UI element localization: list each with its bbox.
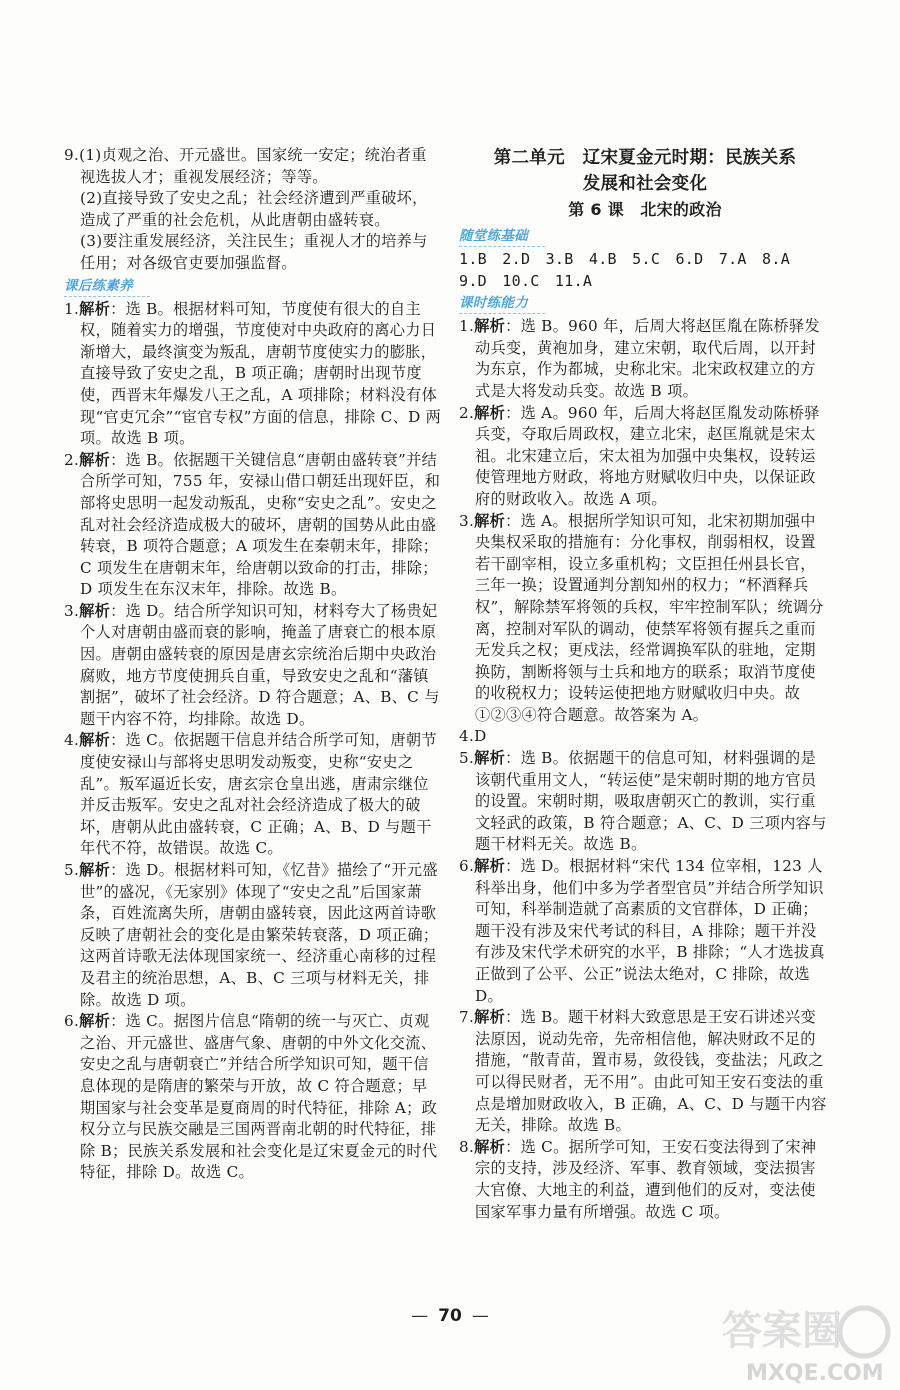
answer-item: 5.解析：选 D。根据材料可知，《忆昔》描绘了“开元盛世”的盛况，《无家别》体现了“安史之乱”后国家萧条，百姓流离失所，唐朝由盛转衰，因此这两首诗歌反映了唐朝社会的变化是由繁荣转衰落，D 项正确；这两首诗歌无法体现国家统一、经济重心南移的过程及君主的统治思想，A、B、C 三项与材料无关，排除。故选 D 项。	[64, 861, 439, 1009]
answer-key-row: 9.D 10.C 11.A	[459, 271, 593, 290]
answer-item: 4.解析：选 C。依据题干信息并结合所学可知，唐朝节度使安禄山与部将史思明发动叛变，史称“安史之乱”。叛军逼近长安，唐玄宗仓皇出逃，唐肃宗继位并反击叛军。安史之乱对社会经济造成了极大的破坏，唐朝从此由盛转衰，C 正确；A、B、D 与题干年代不符，故错误。故选 C。	[64, 731, 437, 858]
watermark-text: 答案圈	[722, 1308, 842, 1354]
answer-item: 2.解析：选 B。依据题干关键信息“唐朝由盛转衰”并结合所学可知，755 年，安禄山借口朝廷出现奸臣，和部将史思明一起发动叛乱，史称“安史之乱”。安史之乱对社会经济造成极大的破坏，唐朝的国势从此由盛转衰，B 项符合题意；A 项发生在秦朝末年，排除；C 项发生在唐朝末年，给唐朝以致命的打击，排除；D 项发生在东汉末年，排除。故选 B。	[64, 450, 441, 599]
left-column	[64, 145, 442, 1184]
answer-item: 1.解析：选 B。960 年，后周大将赵匡胤在陈桥驿发动兵变，黄袍加身，建立宋朝，取代后周，以开封为东京，作为都城，史称北宋。北宋政权建立的方式是大将发动兵变。故选 B 项。	[459, 317, 820, 400]
answer-item: 6.解析：选 C。据图片信息“隋朝的统一与灭亡、贞观之治、开元盛世、盛唐气象、唐朝的中外文化交流、安史之乱与唐朝衰亡”并结合所学知识可知，题干信息体现的是隋唐的繁荣与开放，故 C 符合题意；早期国家与社会变革是夏商周的时代特征，排除 A；政权分立与民族交融是三国两晋南北朝的时代特征，排除 B；民族关系发展和社会变化是辽宋夏金元的时代特征，排除 D。故选 C。	[64, 1012, 438, 1182]
right-answer-list	[459, 316, 831, 1223]
section-heading-ability: 课时练能力	[459, 294, 545, 314]
watermark-logo	[716, 1292, 896, 1388]
answer-item: 3.解析：选 A。根据所学知识可知，北宋初期加强中央集权采取的措施有：分化事权，削弱相权，设置若干副宰相，设立多重机构；文臣担任州县长官，三年一换；设置通判分割知州的权力；“杯酒释兵权”，解除禁军将领的兵权，牢牢控制军队；统调分离，控制对军队的调动，使禁军将领有握兵之重而无发兵之权；更戍法，经常调换军队的驻地，定期换防，割断将领与士兵和地方的联系；取消节度使的收税权力；设转运使把地方财赋收归中央。故①②③④符合题意。故答案为 A。	[459, 511, 824, 724]
answer-item: 3.解析：选 D。结合所学知识可知，材料夸大了杨贵妃个人对唐朝由盛而衰的影响，掩盖了唐衰亡的根本原因。唐朝由盛转衰的原因是唐玄宗统治后期中央政治腐败，地方节度使拥兵自重，导致安史之乱和“藩镇割据”，破坏了社会经济。D 符合题意；A、B、C 与题干内容不符，均排除。故选 D。	[64, 601, 440, 728]
unit-title-line2: 发展和社会变化	[582, 174, 708, 194]
page-number-value: 70	[438, 1306, 462, 1326]
answer-item: 7.解析：选 B。题干材料大致意思是王安石讲述兴变法原因，说动先帝，先帝相信他，解决财政不足的措施，“散青苗，置市易，敛役钱，变盐法；凡政之可以得民财者，无不用”。由此可知王安石变法的重点是增加财政收入，B 正确，A、C、D 与题干内容无关，排除。故选 B。	[459, 1008, 827, 1135]
answer-9-part3: (3)要注重发展经济，关注民生；重视人才的培养与任用；对各级官吏要加强监督。	[80, 232, 428, 272]
right-column	[459, 145, 831, 1223]
page-number-dash-left: —	[411, 1306, 429, 1326]
lesson-title: 第 6 课 北宋的政治	[568, 200, 722, 219]
section-heading-basic: 随堂练基础	[459, 227, 545, 247]
left-answer-list	[64, 299, 442, 1184]
page-number-dash-right: —	[471, 1306, 489, 1326]
answer-item: 1.解析：选 B。根据材料可知，节度使有很大的自主权，随着实力的增强，节度使对中央政府的离心力日渐增大，最终演变为叛乱，唐朝节度使实力的膨胀，直接导致了安史之乱，B 项正确；唐朝时出现节度使，西晋末年爆发八王之乱，A 项排除；材料没有体现“官吏冗余”“宦官专权”方面的信息，排除 C、D 两项。故选 B 项。	[64, 299, 442, 448]
section-heading-after-class: 课后练素养	[64, 277, 150, 297]
answer-key-row: 1.B 2.D 3.B 4.B 5.C 6.D 7.A 8.A	[459, 250, 791, 268]
answer-item: 2.解析：选 A。960 年，后周大将赵匡胤发动陈桥驿兵变，夺取后周政权，建立北宋，赵匡胤就是宋太祖。北宋建立后，宋太祖为加强中央集权，设转运使管理地方财政，将地方财赋收归中央，以保证政府的财政收入。故选 A 项。	[459, 403, 820, 508]
answer-item: 5.解析：选 B。依据题干的信息可知，材料强调的是该朝代重用文人，“转运使”是宋朝时期的地方官员的设置。宋朝时期，吸取唐朝灭亡的教训，实行重文轻武的政策，B 符合题意；A、C、D 三项内容与题干材料无关。故选 B。	[459, 749, 827, 854]
answer-item: 4.D	[459, 727, 487, 746]
watermark-url: MXQE.COM	[746, 1361, 884, 1386]
unit-title: 第二单元 辽宋夏金元时期：民族关系	[493, 148, 797, 168]
answer-item: 6.解析：选 D。根据材料“宋代 134 位宰相，123 人科举出身，他们中多为学者型官员”并结合所学知识可知，科举制造就了高素质的文官群体，D 正确；题干没有涉及宋代考试的科目，A 排除；题干并没有涉及宋代学术研究的水平，B 排除；“人才选拔真正做到了公平、公正”说法太绝对，C 排除，故选 D。	[459, 857, 825, 1005]
answer-9-part1: 9.(1)贞观之治、开元盛世。国家统一安定；统治者重视选拔人才；重视发展经济；等等。	[64, 146, 427, 186]
answer-9-part2: (2)直接导致了安史之乱；社会经济遭到严重破坏，造成了严重的社会危机，从此唐朝由盛转衰。	[80, 189, 428, 229]
answer-item: 8.解析：选 C。据所学可知，王安石变法得到了宋神宗的支持，涉及经济、军事、教育领域，变法损害大官僚、大地主的利益，遭到他们的反对，变法使国家军事力量有所增强。故选 C 项。	[459, 1137, 817, 1221]
